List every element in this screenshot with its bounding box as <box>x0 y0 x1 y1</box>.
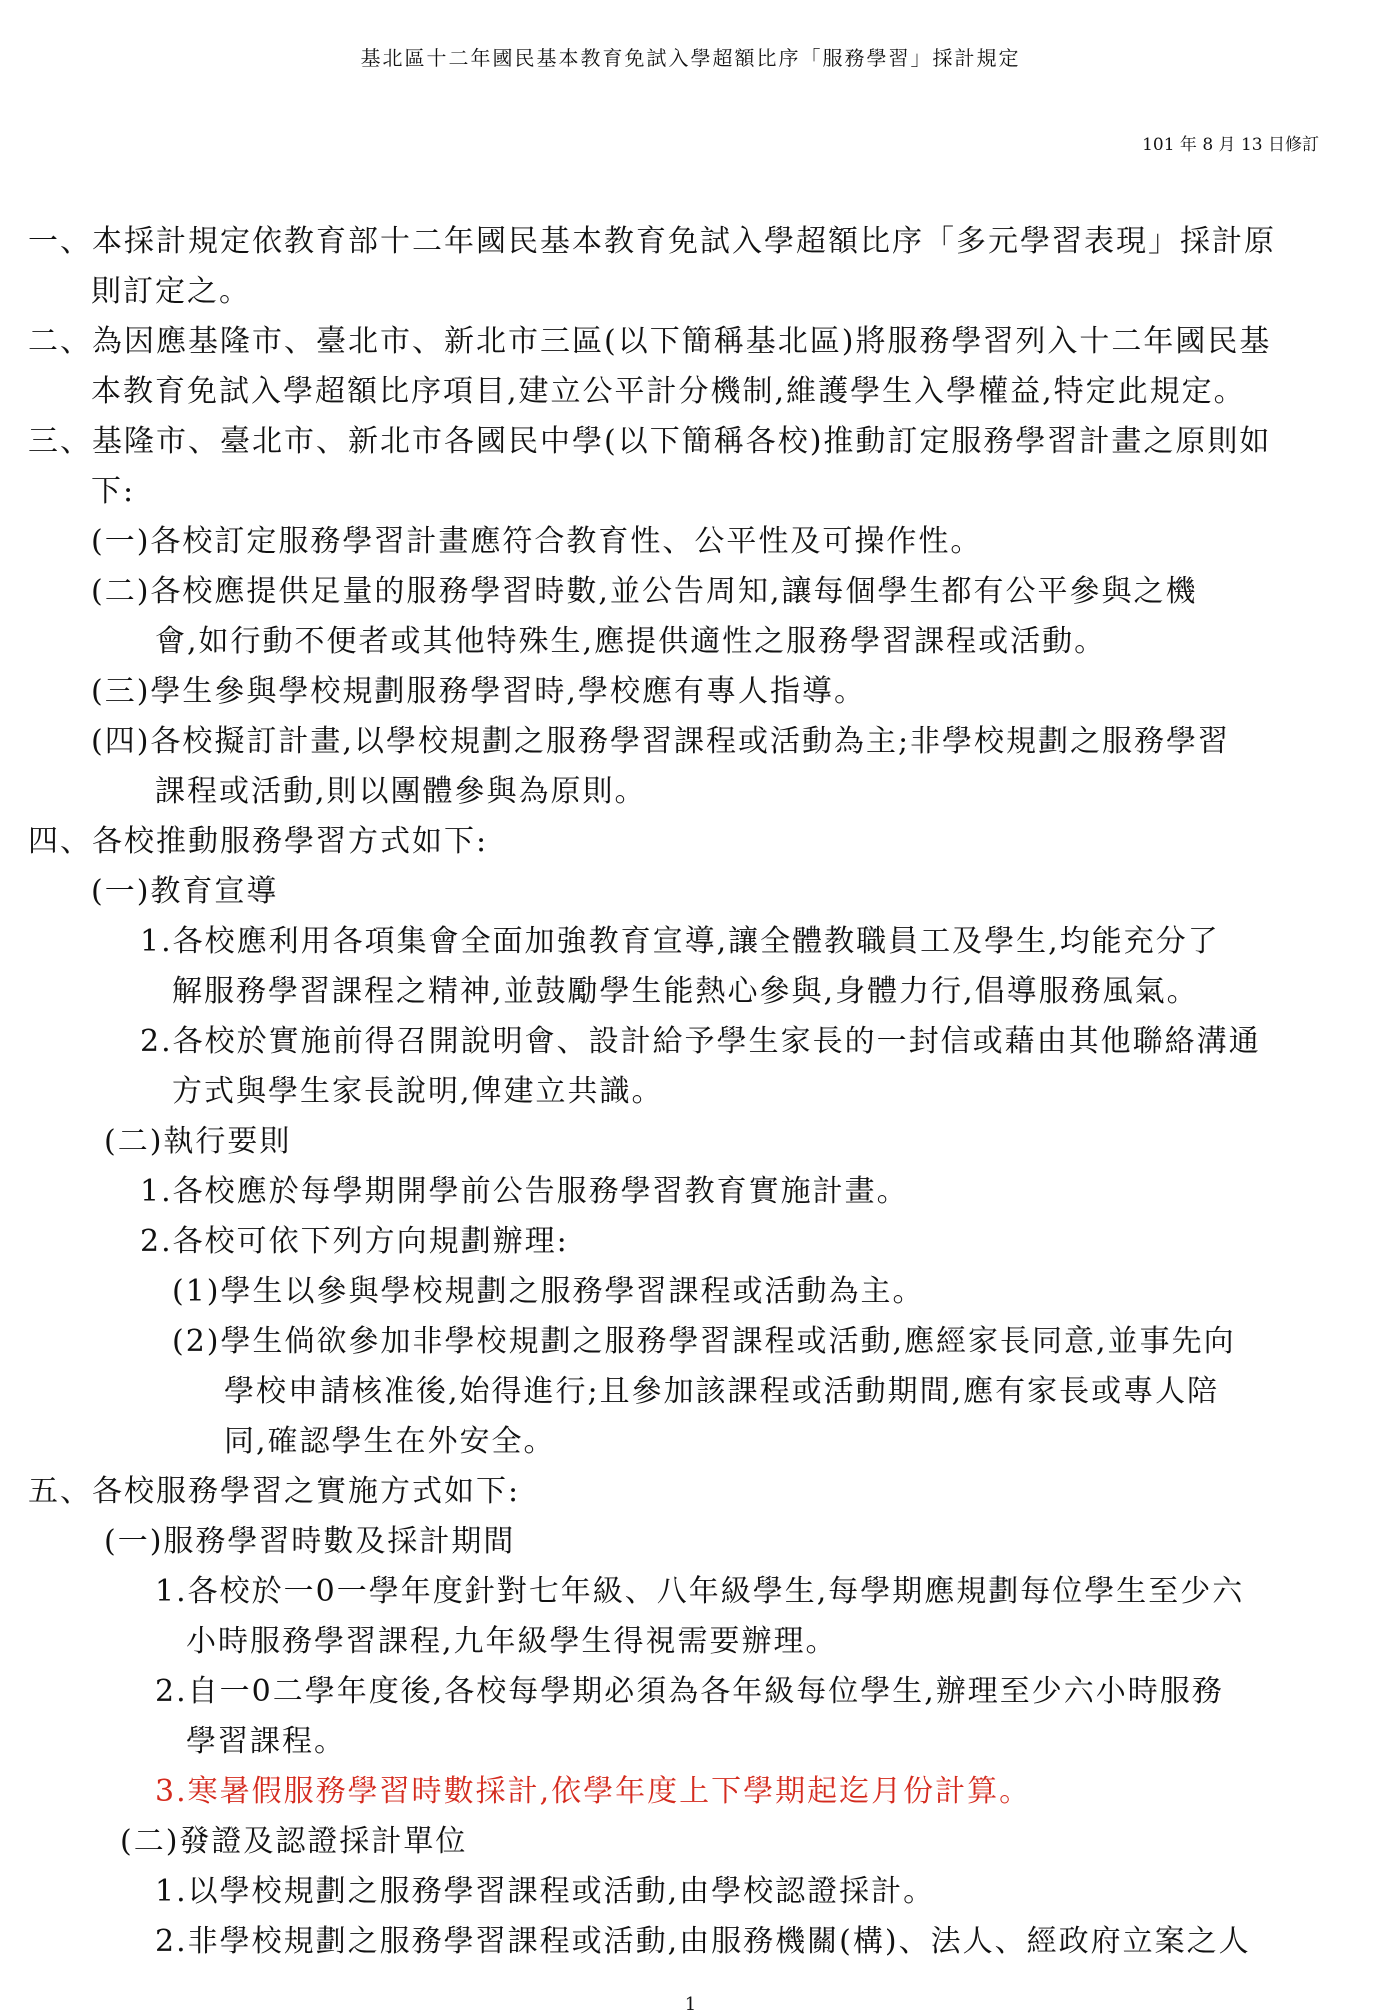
revision-date: 101 年 8 月 13 日修訂 <box>1142 135 1319 155</box>
clause-3-item-3: (三)學生參與學校規劃服務學習時,學校應有專人指導。 <box>91 674 866 709</box>
clause-5-1-item-1-line-2: 小時服務學習課程,九年級學生得視需要辦理。 <box>186 1624 838 1659</box>
clause-5-1-item-2-line-1: 2.自一0二學年度後,各校每學期必須為各年級每位學生,辦理至少六小時服務 <box>155 1674 1224 1709</box>
clause-1-line-2: 則訂定之。 <box>91 274 251 309</box>
clause-3-item-2-line-2: 會,如行動不便者或其他特殊生,應提供適性之服務學習課程或活動。 <box>155 624 1107 659</box>
clause-4-2-sub-2-line-3: 同,確認學生在外安全。 <box>224 1424 556 1459</box>
clause-4-1-item-1-line-1: 1.各校應利用各項集會全面加強教育宣導,讓全體教職員工及學生,均能充分了 <box>140 924 1220 959</box>
clause-4-1-item-2-line-1: 2.各校於實施前得召開說明會、設計給予學生家長的一封信或藉由其他聯絡溝通 <box>140 1024 1261 1059</box>
clause-3-line-1: 三、基隆市、臺北市、新北市各國民中學(以下簡稱各校)推動訂定服務學習計畫之原則如 <box>28 424 1272 459</box>
clause-2-line-2: 本教育免試入學超額比序項目,建立公平計分機制,維護學生入學權益,特定此規定。 <box>91 374 1246 409</box>
document-title: 基北區十二年國民基本教育免試入學超額比序「服務學習」採計規定 <box>360 46 1021 70</box>
clause-5-section-1: (一)服務學習時數及採計期間 <box>104 1524 516 1559</box>
clause-5-section-2: (二)發證及認證採計單位 <box>120 1824 468 1859</box>
clause-4-section-1: (一)教育宣導 <box>91 874 279 909</box>
clause-4-1-item-1-line-2: 解服務學習課程之精神,並鼓勵學生能熱心參與,身體力行,倡導服務風氣。 <box>172 974 1199 1009</box>
clause-3-item-1: (一)各校訂定服務學習計畫應符合教育性、公平性及可操作性。 <box>91 524 983 559</box>
clause-4-heading: 四、各校推動服務學習方式如下: <box>28 824 489 859</box>
clause-5-2-item-2: 2.非學校規劃之服務學習課程或活動,由服務機關(構)、法人、經政府立案之人 <box>155 1924 1251 1959</box>
clause-1-line-1: 一、本採計規定依教育部十二年國民基本教育免試入學超額比序「多元學習表現」採計原 <box>28 224 1276 259</box>
clause-5-1-item-2-line-2: 學習課程。 <box>186 1724 346 1759</box>
clause-5-1-item-1-line-1: 1.各校於一0一學年度針對七年級、八年級學生,每學期應規劃每位學生至少六 <box>155 1574 1245 1609</box>
clause-4-2-sub-1: (1)學生以參與學校規劃之服務學習課程或活動為主。 <box>172 1274 925 1309</box>
clause-4-2-sub-2-line-1: (2)學生倘欲參加非學校規劃之服務學習課程或活動,應經家長同意,並事先向 <box>172 1324 1236 1359</box>
clause-4-2-item-1: 1.各校應於每學期開學前公告服務學習教育實施計畫。 <box>140 1174 909 1209</box>
clause-4-2-sub-2-line-2: 學校申請核准後,始得進行;且參加該課程或活動期間,應有家長或專人陪 <box>224 1374 1220 1409</box>
clause-4-2-item-2: 2.各校可依下列方向規劃辦理: <box>140 1224 569 1259</box>
page-number: 1 <box>684 1994 697 2015</box>
clause-5-heading: 五、各校服務學習之實施方式如下: <box>28 1474 521 1509</box>
clause-2-line-1: 二、為因應基隆市、臺北市、新北市三區(以下簡稱基北區)將服務學習列入十二年國民基 <box>28 324 1272 359</box>
clause-3-line-2: 下: <box>91 474 136 509</box>
clause-3-item-4-line-2: 課程或活動,則以團體參與為原則。 <box>155 774 647 809</box>
clause-5-2-item-1: 1.以學校規劃之服務學習課程或活動,由學校認證採計。 <box>155 1874 936 1909</box>
clause-4-1-item-2-line-2: 方式與學生家長說明,俾建立共識。 <box>172 1074 664 1109</box>
clause-3-item-4-line-1: (四)各校擬訂計畫,以學校規劃之服務學習課程或活動為主;非學校規劃之服務學習 <box>91 724 1231 759</box>
clause-4-section-2: (二)執行要則 <box>104 1124 292 1159</box>
clause-3-item-2-line-1: (二)各校應提供足量的服務學習時數,並公告周知,讓每個學生都有公平參與之機 <box>91 574 1198 609</box>
clause-5-1-item-3-highlighted: 3.寒暑假服務學習時數採計,依學年度上下學期起迄月份計算。 <box>155 1774 1032 1809</box>
